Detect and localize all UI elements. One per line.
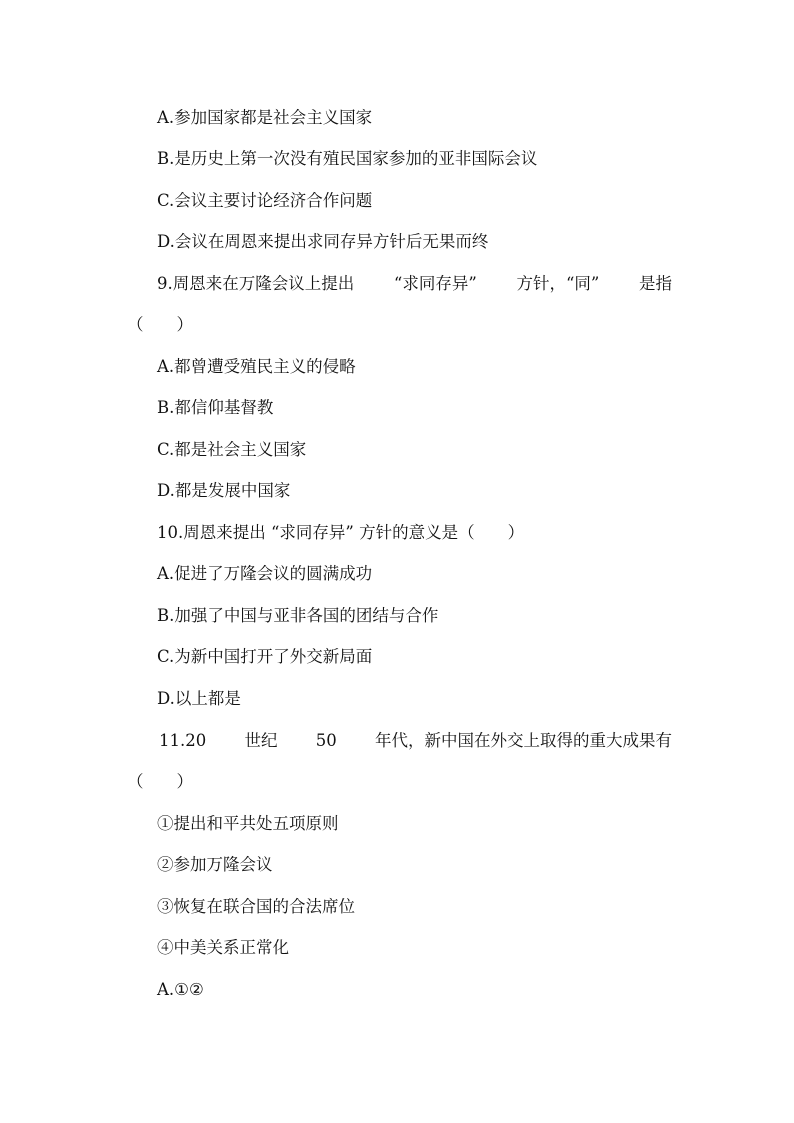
q10-option-d: D.以上都是 — [157, 689, 241, 708]
q9-option-a: A.都曾遭受殖民主义的侵略 — [157, 357, 356, 376]
q11-stem-part: 世纪 — [244, 731, 278, 750]
q10-option-b: B.加强了中国与亚非各国的团结与合作 — [157, 606, 439, 625]
q9-stem-part: 是指 — [638, 274, 672, 293]
q11-stem — [159, 730, 672, 752]
q10-stem: 10.周恩来提出 “求同存异” 方针的意义是（ ） — [157, 523, 525, 542]
q11-stem-part: 11.20 — [159, 731, 207, 750]
q8-option-b: B.是历史上第一次没有殖民国家参加的亚非国际会议 — [157, 149, 538, 168]
q9-option-c: C.都是社会主义国家 — [157, 440, 307, 459]
q9-stem-part: 方针，“同” — [516, 274, 600, 293]
q11-item-4: ④中美关系正常化 — [157, 938, 289, 957]
q11-answer-paren: （ ） — [127, 772, 193, 791]
q11-stem-part: 年代，新中国在外交上取得的重大成果有 — [375, 731, 672, 750]
q11-option-a: A.①② — [157, 980, 204, 999]
q11-stem-part: 50 — [315, 731, 337, 750]
q9-answer-paren: （ ） — [127, 315, 193, 334]
q9-stem-part: “求同存异” — [393, 274, 477, 293]
q10-option-a: A.促进了万隆会议的圆满成功 — [157, 564, 373, 583]
q9-stem — [157, 273, 672, 295]
q11-item-1: ①提出和平共处五项原则 — [157, 814, 339, 833]
q10-option-c: C.为新中国打开了外交新局面 — [157, 647, 373, 666]
q9-option-d: D.都是发展中国家 — [157, 481, 291, 500]
q8-option-a: A.参加国家都是社会主义国家 — [157, 108, 373, 127]
q8-option-c: C.会议主要讨论经济合作问题 — [157, 191, 373, 210]
q11-item-2: ②参加万隆会议 — [157, 855, 273, 874]
q8-option-d: D.会议在周恩来提出求同存异方针后无果而终 — [157, 232, 489, 251]
q9-option-b: B.都信仰基督教 — [157, 398, 274, 417]
q11-item-3: ③恢复在联合国的合法席位 — [157, 897, 355, 916]
q9-stem-part: 9.周恩来在万隆会议上提出 — [157, 274, 355, 293]
